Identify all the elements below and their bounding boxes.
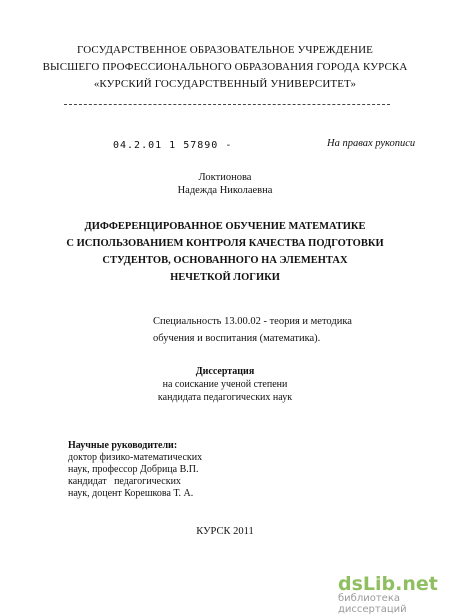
- watermark-tagline: библиотека диссертаций: [338, 593, 407, 615]
- watermark[interactable]: [338, 573, 450, 615]
- watermark-brand[interactable]: dsLib.net: [338, 573, 438, 595]
- author-name: Надежда Николаевна: [177, 185, 273, 196]
- institution-line-2: ВЫСШЕГО ПРОФЕССИОНАЛЬНОГО ОБРАЗОВАНИЯ ГОРОДА КУРСКА: [42, 61, 408, 73]
- specialty-line-2: обучения и воспитания (математика).: [153, 333, 321, 344]
- title-line-4: НЕЧЕТКОЙ ЛОГИКИ: [170, 272, 280, 283]
- header-divider: [64, 104, 390, 105]
- dissertation-block: [0, 365, 450, 404]
- supervisors-block: [68, 440, 202, 500]
- author-surname: Локтионова: [198, 172, 252, 183]
- title-line-1: ДИФФЕРЕНЦИРОВАННОЕ ОБУЧЕНИЕ МАТЕМАТИКЕ: [84, 221, 366, 232]
- institution-line-3: «КУРСКИЙ ГОСУДАРСТВЕННЫЙ УНИВЕРСИТЕТ»: [93, 78, 357, 90]
- supervisor-line-2: наук, профессор Добрица В.П.: [68, 464, 199, 475]
- institution-line-1: ГОСУДАРСТВЕННОЕ ОБРАЗОВАТЕЛЬНОЕ УЧРЕЖДЕНИЕ: [77, 44, 373, 56]
- author-block: [0, 171, 450, 197]
- degree-line-2: кандидата педагогических наук: [157, 392, 293, 403]
- supervisors-heading: Научные руководители:: [68, 440, 178, 451]
- registration-number: 04.2.01 1 57890 -: [113, 140, 233, 151]
- dissertation-heading: Диссертация: [195, 366, 255, 377]
- title-line-3: СТУДЕНТОВ, ОСНОВАННОГО НА ЭЛЕМЕНТАХ: [102, 255, 348, 266]
- city-year: КУРСК 2011: [196, 526, 254, 537]
- title-line-2: С ИСПОЛЬЗОВАНИЕМ КОНТРОЛЯ КАЧЕСТВА ПОДГОТОВКИ: [66, 238, 384, 249]
- supervisor-line-1: доктор физико-математических: [68, 452, 203, 463]
- specialty-line-1: Специальность 13.00.02 - теория и методика: [153, 316, 352, 327]
- supervisor-line-4: наук, доцент Корешкова Т. А.: [68, 488, 194, 499]
- dissertation-title: [0, 218, 450, 286]
- institution-header: [0, 42, 450, 93]
- degree-line-1: на соискание ученой степени: [162, 379, 288, 390]
- rights-note: На правах рукописи: [327, 138, 416, 149]
- supervisor-line-3: кандидат педагогических: [68, 476, 181, 487]
